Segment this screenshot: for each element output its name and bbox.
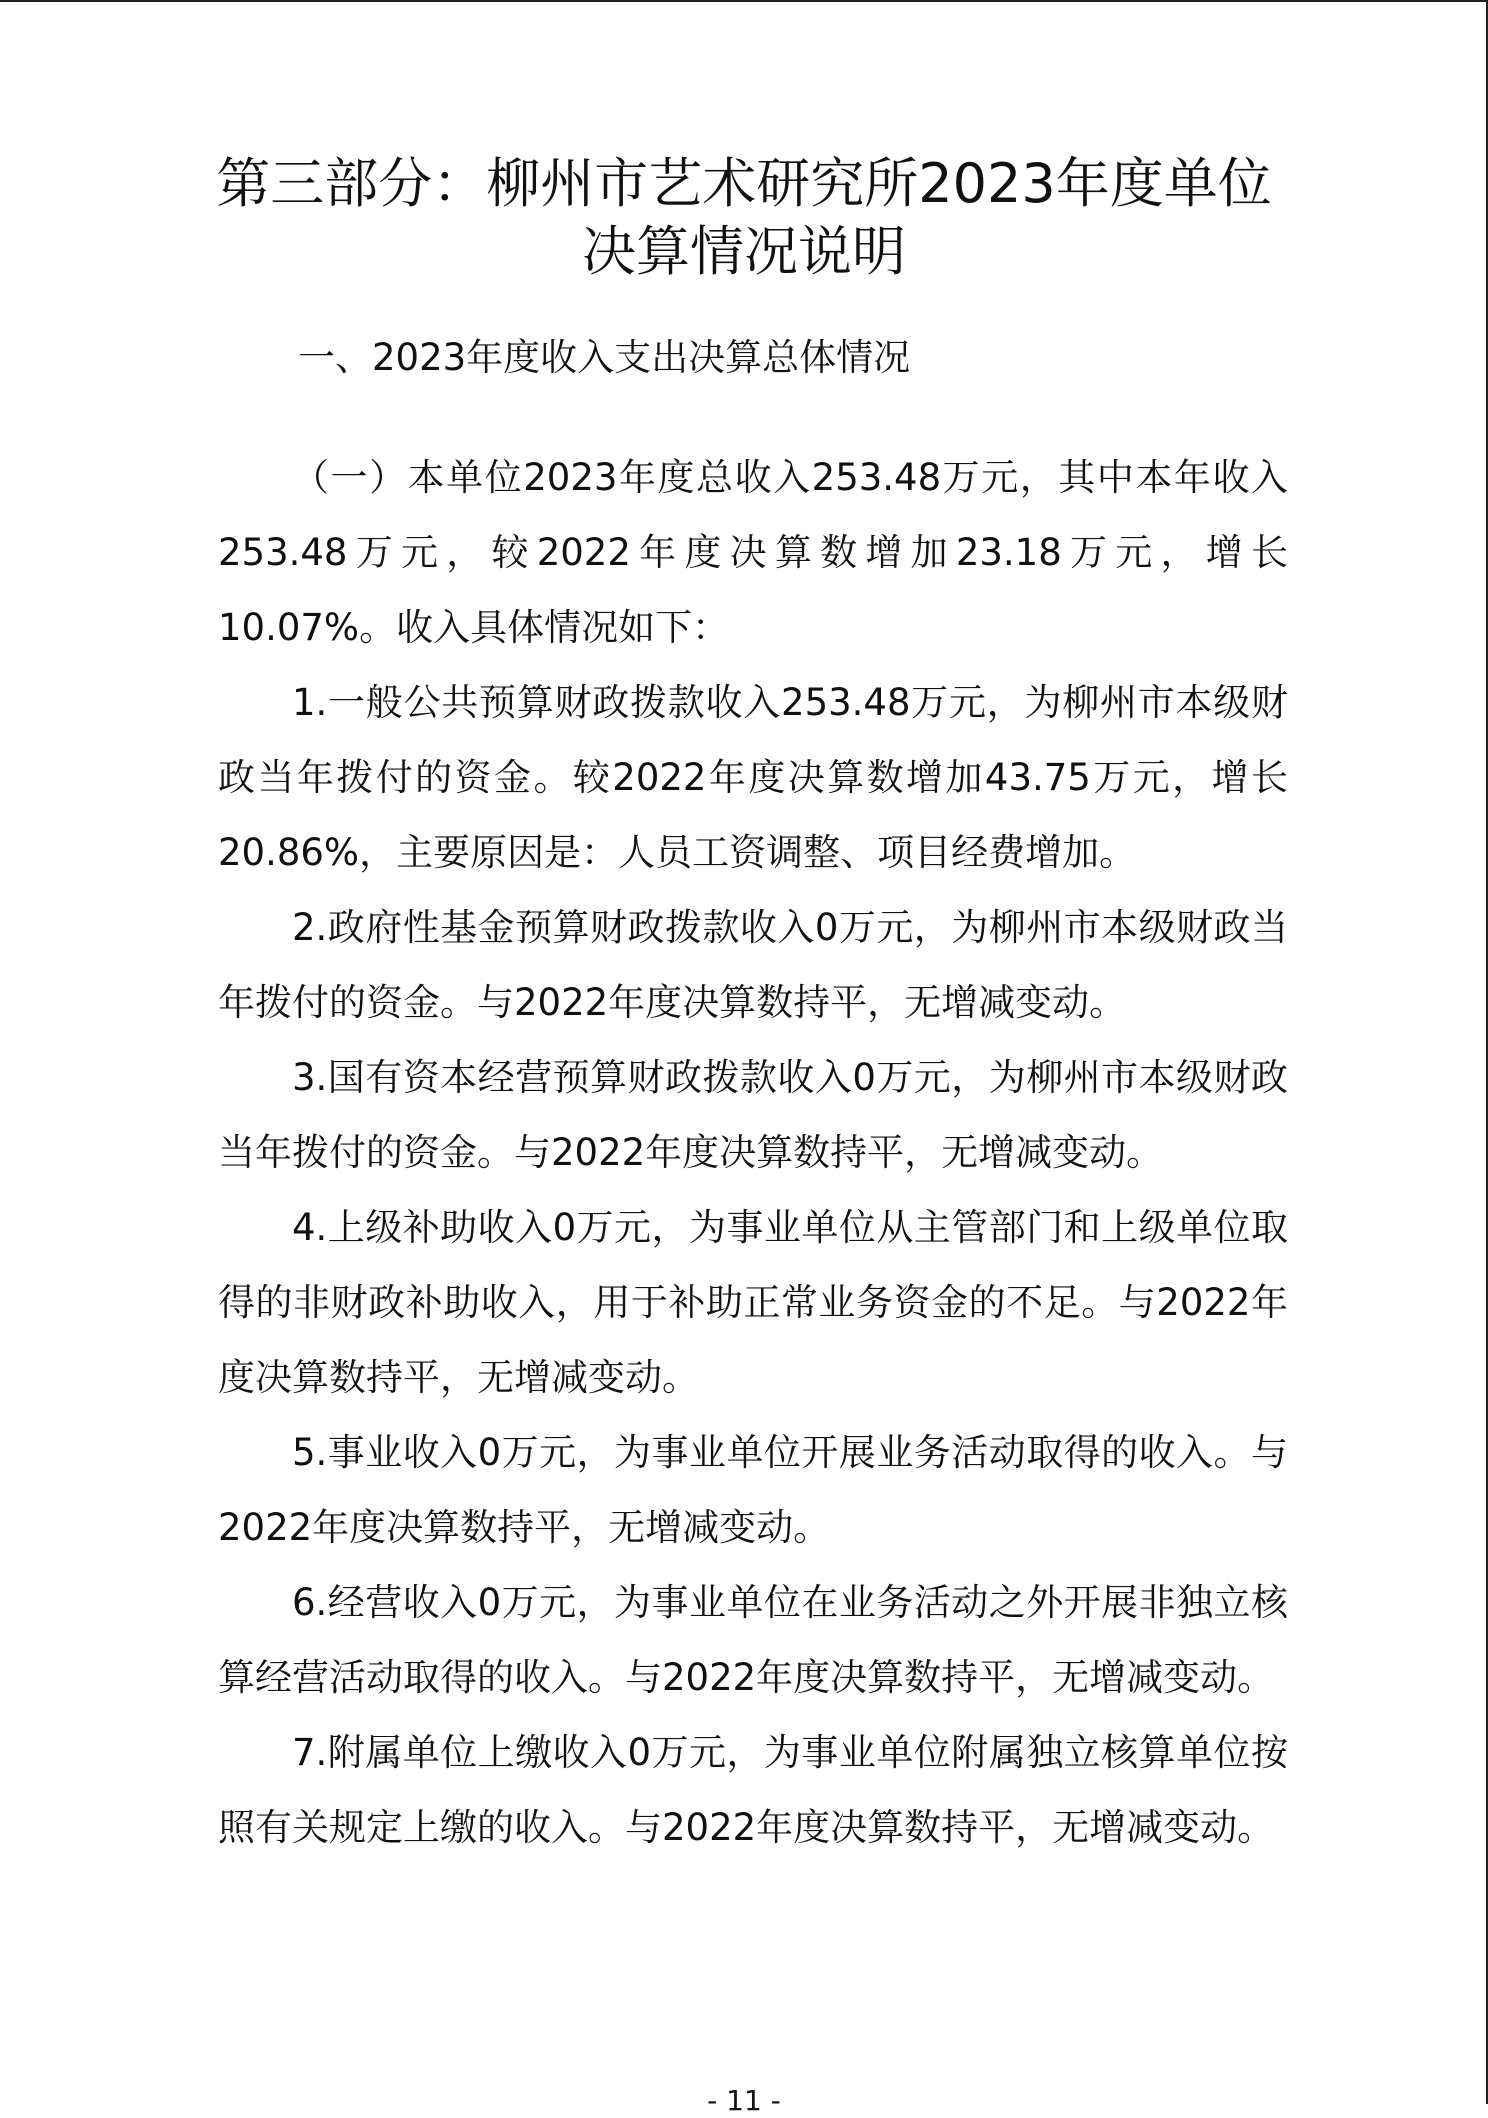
page-title <box>200 150 1288 286</box>
paragraph-operating-income: 6.经营收入0万元，为事业单位在业务活动之外开展非独立核算经营活动取得的收入。与2022年度决算数持平，无增减变动。 <box>218 1581 1288 1699</box>
title-line-2: 决算情况说明 <box>582 220 906 283</box>
paragraph-state-capital: 3.国有资本经营预算财政拨款收入0万元，为柳州市本级财政当年拨付的资金。与2022年度决算数持平，无增减变动。 <box>218 1056 1288 1174</box>
paragraph-gov-fund: 2.政府性基金预算财政拨款收入0万元，为柳州市本级财政当年拨付的资金。与2022年度决算数持平，无增减变动。 <box>218 906 1288 1024</box>
paragraph-general-budget: 1.一般公共预算财政拨款收入253.48万元，为柳州市本级财政当年拨付的资金。较2022年度决算数增加43.75万元，增长20.86%，主要原因是：人员工资调整、项目经费增加。 <box>218 681 1288 874</box>
paragraph-subsidiary-income: 7.附属单位上缴收入0万元，为事业单位附属独立核算单位按照有关规定上缴的收入。与2022年度决算数持平，无增减变动。 <box>218 1731 1288 1849</box>
page-number: - 11 - <box>707 2084 781 2117</box>
paragraph-business-income: 5.事业收入0万元，为事业单位开展业务活动取得的收入。与2022年度决算数持平，无增减变动。 <box>218 1431 1288 1549</box>
section-heading: 一、2023年度收入支出决算总体情况 <box>298 336 911 379</box>
paragraph-superior-subsidy: 4.上级补助收入0万元，为事业单位从主管部门和上级单位取得的非财政补助收入，用于补助正常业务资金的不足。与2022年度决算数持平，无增减变动。 <box>218 1206 1288 1399</box>
title-line-1: 第三部分：柳州市艺术研究所2023年度单位 <box>216 152 1272 215</box>
paragraph-total-income: （一）本单位2023年度总收入253.48万元，其中本年收入253.48万元，较2022年度决算数增加23.18万元，增长10.07%。收入具体情况如下： <box>218 456 1288 649</box>
